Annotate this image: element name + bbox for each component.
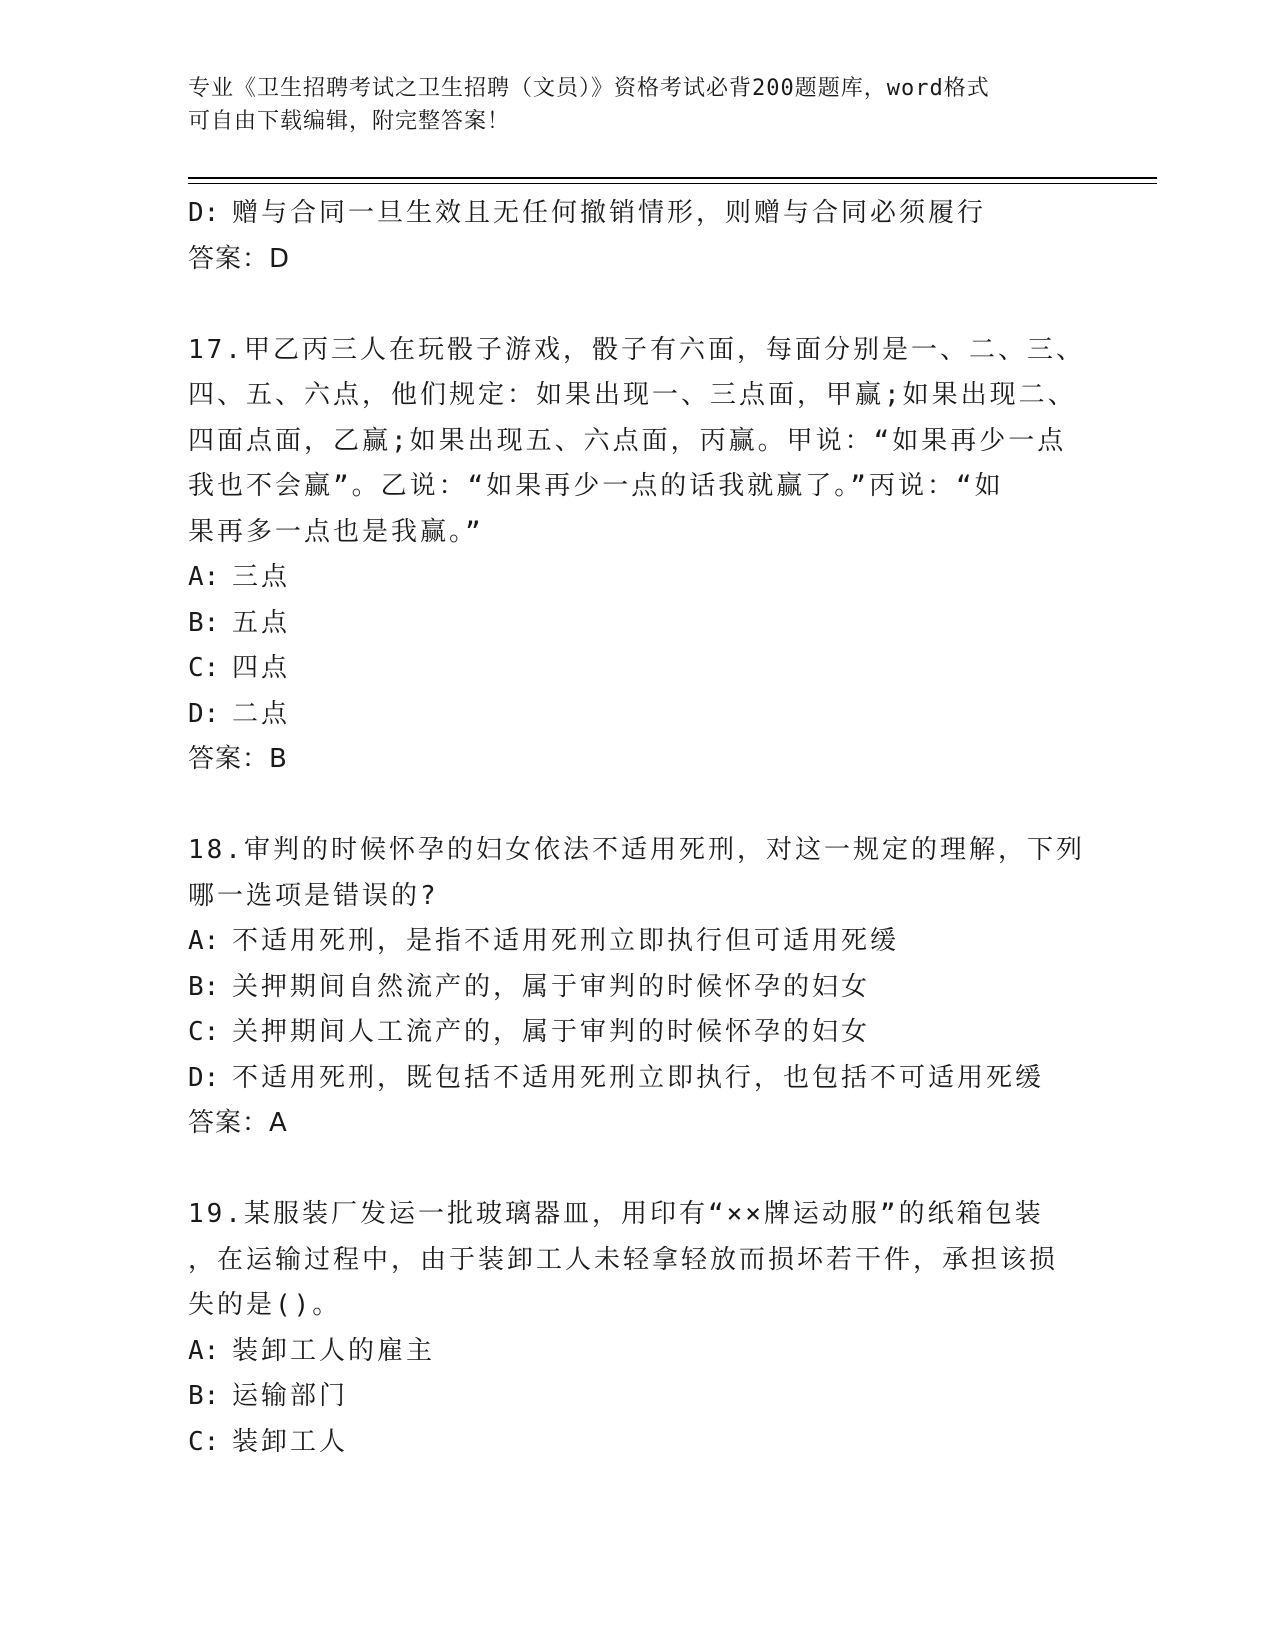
option-text: 五点 bbox=[232, 607, 291, 638]
question-text-line: 失的是()。 bbox=[188, 1290, 342, 1320]
option-letter: C: bbox=[188, 1017, 220, 1047]
question-text-line: 我也不会赢”。乙说：“如果再少一点的话我就赢了。”丙说：“如 bbox=[188, 471, 1004, 501]
question-text-line: 四面点面，乙赢;如果出现五、六点面，丙赢。甲说：“如果再少一点 bbox=[188, 425, 1067, 456]
option-text: 装卸工人的雇主 bbox=[232, 1335, 436, 1366]
option-letter: B: bbox=[188, 1381, 220, 1411]
question-text-line: 四、五、六点，他们规定：如果出现一、三点面，甲赢;如果出现二、 bbox=[188, 380, 1077, 410]
option-letter: D: bbox=[188, 198, 220, 228]
option-text: 四点 bbox=[232, 653, 291, 683]
option-c bbox=[188, 1010, 1088, 1056]
question-text-line: ，在运输过程中，由于装卸工人未轻拿轻放而损坏若干件，承担该损 bbox=[188, 1244, 1059, 1275]
question-text-line: 果再多一点也是我赢。” bbox=[188, 516, 484, 547]
option-text: 不适用死刑，既包括不适用死刑立即执行，也包括不可适用死缓 bbox=[232, 1062, 1045, 1093]
option-letter: A: bbox=[188, 562, 220, 592]
header-rule-thick bbox=[188, 177, 1157, 179]
option-text: 关押期间自然流产的，属于审判的时候怀孕的妇女 bbox=[232, 971, 871, 1002]
option-d bbox=[188, 692, 1088, 738]
header-line-2: 可自由下载编辑，附完整答案！ bbox=[188, 109, 511, 134]
option-letter: C: bbox=[188, 653, 220, 683]
question-text-line: 哪一选项是错误的? bbox=[188, 880, 439, 911]
question-19 bbox=[188, 1192, 1088, 1465]
option-text: 三点 bbox=[232, 562, 291, 592]
option-d bbox=[188, 191, 1088, 237]
option-text: 装卸工人 bbox=[232, 1426, 349, 1457]
document-header bbox=[188, 72, 1068, 138]
option-d bbox=[188, 1056, 1088, 1102]
option-letter: B: bbox=[188, 607, 220, 638]
option-text: 二点 bbox=[232, 698, 291, 729]
option-letter: A: bbox=[188, 926, 220, 956]
option-letter: B: bbox=[188, 971, 220, 1002]
option-a bbox=[188, 555, 1088, 601]
question-content bbox=[188, 191, 1088, 1465]
option-a bbox=[188, 919, 1088, 965]
option-text: 运输部门 bbox=[232, 1381, 349, 1411]
option-text: 不适用死刑，是指不适用死刑立即执行但可适用死缓 bbox=[232, 926, 900, 956]
question-text-line: 18.审判的时候怀孕的妇女依法不适用死刑，对这一规定的理解，下列 bbox=[188, 835, 1085, 865]
option-c bbox=[188, 646, 1088, 692]
option-text: 关押期间人工流产的，属于审判的时候怀孕的妇女 bbox=[232, 1017, 871, 1047]
answer-line: 答案：A bbox=[188, 1108, 288, 1138]
answer-line: 答案：D bbox=[188, 243, 291, 274]
header-line-1: 专业《卫生招聘考试之卫生招聘（文员）》资格考试必背200题题库，word格式 bbox=[188, 76, 990, 101]
option-letter: D: bbox=[188, 698, 220, 729]
question-17 bbox=[188, 328, 1088, 783]
option-letter: A: bbox=[188, 1335, 220, 1366]
option-c bbox=[188, 1420, 1088, 1466]
answer-line: 答案：B bbox=[188, 744, 288, 774]
option-text: 赠与合同一旦生效且无任何撤销情形，则赠与合同必须履行 bbox=[232, 198, 987, 228]
question-18 bbox=[188, 828, 1088, 1147]
option-b bbox=[188, 965, 1088, 1011]
option-a bbox=[188, 1329, 1088, 1375]
option-b bbox=[188, 1374, 1088, 1420]
option-b bbox=[188, 601, 1088, 647]
question-text-line: 19.某服装厂发运一批玻璃器皿，用印有“××牌运动服”的纸箱包装 bbox=[188, 1199, 1044, 1229]
option-letter: C: bbox=[188, 1426, 220, 1457]
option-letter: D: bbox=[188, 1062, 220, 1093]
header-rule-thin bbox=[188, 183, 1157, 184]
question-text-line: 17.甲乙丙三人在玩骰子游戏，骰子有六面，每面分别是一、二、三、 bbox=[188, 334, 1085, 365]
